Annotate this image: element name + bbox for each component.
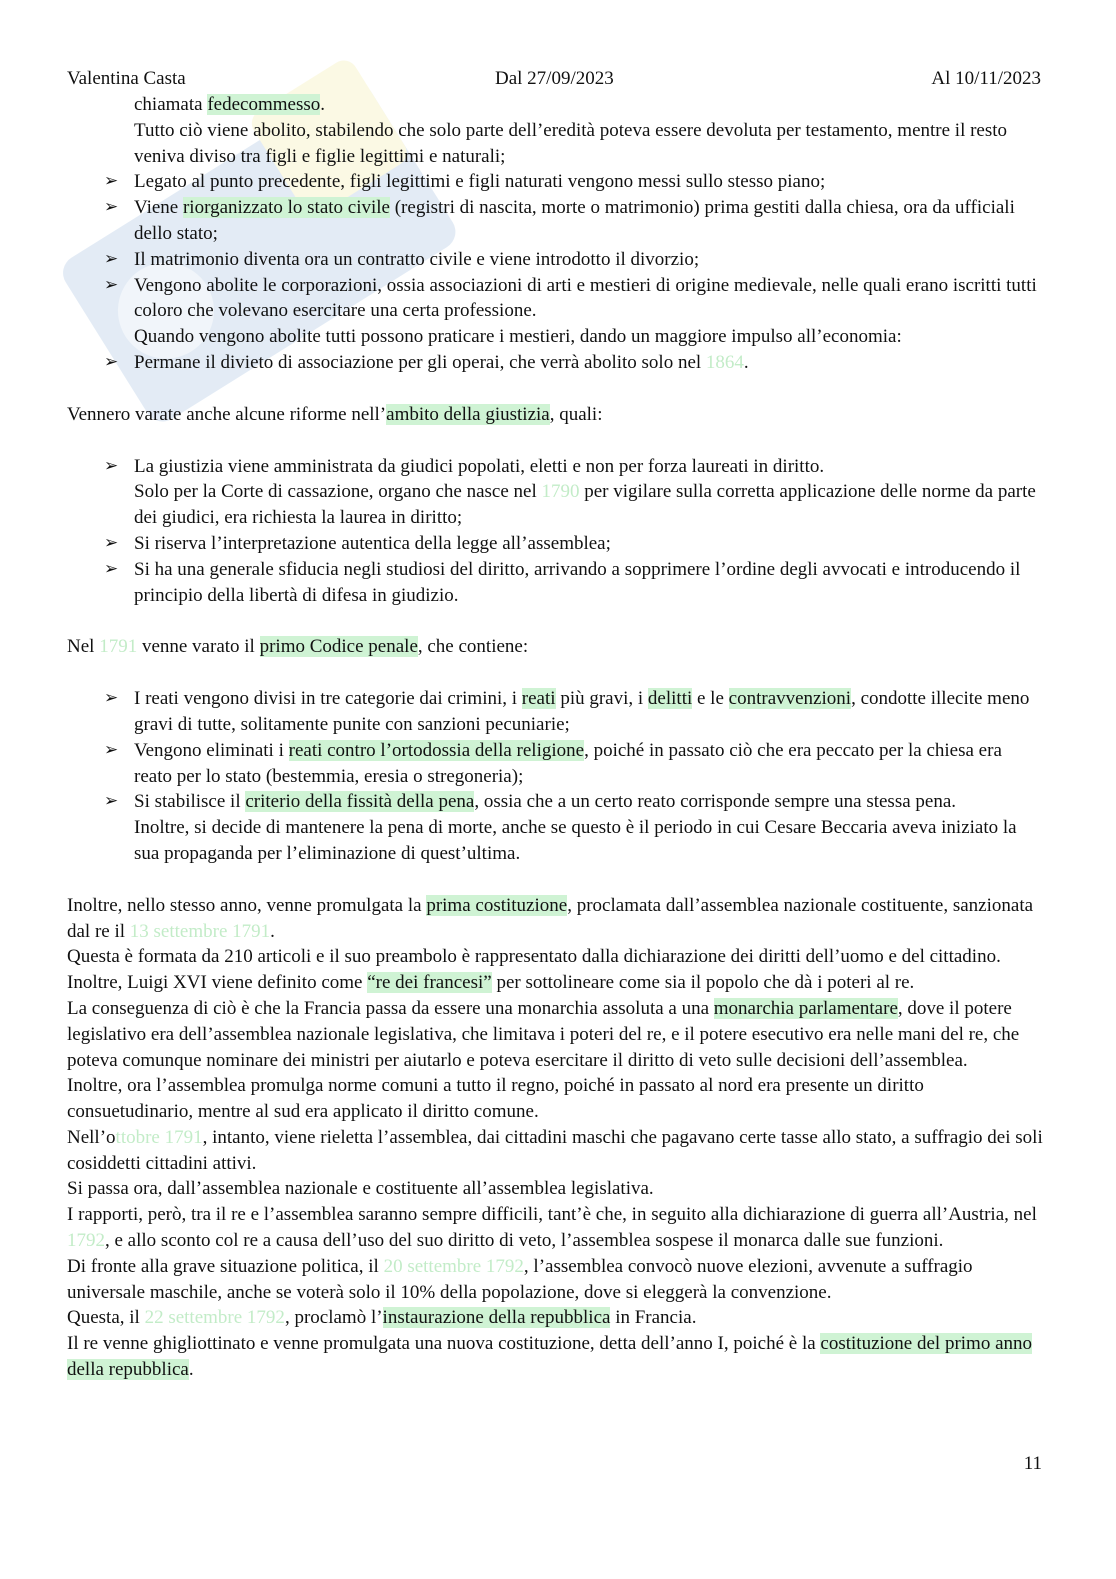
- paragraph: [67, 970, 1043, 996]
- text-run: Nell’o: [67, 1126, 116, 1148]
- text-run: , ossia che a un certo reato corrisponde sempre una stessa pena.: [474, 791, 957, 813]
- highlighted-term: reati: [521, 688, 556, 710]
- text-run: , condotte illecite meno gravi di tutte, solitamente punite con sanzioni pecuniarie;: [134, 688, 1030, 735]
- faded-date: 1791: [99, 636, 138, 658]
- bullet-list: [67, 169, 1043, 375]
- highlighted-term: delitti: [647, 688, 693, 710]
- list-continuation: [67, 92, 1043, 118]
- text-run: in Francia.: [610, 1307, 697, 1329]
- text-run: .: [188, 1359, 194, 1381]
- highlighted-term: prima costituzione: [426, 894, 568, 916]
- highlighted-term: monarchia parlamentare: [713, 997, 898, 1019]
- list-item: ➢ Legato al punto precedente, figli legittimi e figli naturati vengono messi sullo stesso piano;: [67, 169, 1043, 195]
- text-run: , intanto, viene rieletta l’assemblea, dai cittadini maschi che pagavano certe tasse allo stato, a suffragio dei soli cosiddetti cittadini attivi.: [67, 1126, 1043, 1174]
- page-number: 11: [1023, 1453, 1042, 1474]
- text-run: La conseguenza di ciò è che la Francia passa da essere una monarchia assoluta a una: [67, 997, 714, 1019]
- text-run: La giustizia viene amministrata da giudici popolati, eletti e non per forza laureati in diritto.: [134, 455, 825, 477]
- text-run: Questa, il: [67, 1307, 145, 1329]
- list-item: [67, 350, 1043, 376]
- text-run: , poiché in passato ciò che era peccato per la chiesa era reato per lo stato (bestemmia, eresia o stregoneria);: [134, 739, 1002, 787]
- text-run: Nel: [67, 636, 100, 658]
- text-run: , proclamata dall’assemblea nazionale costituente, sanzionata dal re il: [67, 894, 1034, 942]
- text-run: I reati vengono divisi in tre categorie dai crimini, i: [134, 688, 522, 710]
- faded-date: 1864: [705, 351, 744, 373]
- text-run: , dove il potere legislativo era dell’assemblea nazionale legislativa, che limitava i poteri del re, e il potere esecutivo era nelle mani del re, che poteva comunque nominare dei ministri per aiutarlo e poteva esercitare il diritto di veto sulle decisioni dell’assemblea.: [67, 997, 1020, 1071]
- highlighted-term: reati contro l’ortodossia della religione: [288, 739, 585, 761]
- text-run: .: [320, 94, 325, 115]
- text-run: Inoltre, nello stesso anno, venne promulgata la: [67, 894, 427, 916]
- list-item: ➢ Si riserva l’interpretazione autentica della legge all’assemblea;: [67, 531, 1043, 557]
- paragraph: [67, 1125, 1043, 1177]
- text-run: (registri di nascita, morte o matrimonio) prima gestiti dalla chiesa, ora da ufficiali dello stato;: [134, 197, 1015, 244]
- header-author: Valentina Casta: [67, 68, 186, 89]
- text-run: , che contiene:: [417, 636, 529, 658]
- page-header: [67, 68, 1041, 94]
- list-item: ➢ Il matrimonio diventa ora un contratto civile e viene introdotto il divorzio;: [67, 247, 1043, 273]
- text-run: Il re venne ghigliottinato e venne promulgata una nuova costituzione, detta dell’anno I, poiché è la: [67, 1333, 821, 1355]
- text-run: Permane il divieto di associazione per gli operai, che verrà abolito solo nel: [134, 351, 706, 373]
- faded-date: 20 settembre 1792: [383, 1255, 524, 1277]
- list-item: [67, 273, 1043, 350]
- highlighted-term: fedecommesso: [207, 94, 321, 115]
- highlighted-term: primo Codice penale: [259, 636, 418, 658]
- text-run: e le: [692, 688, 729, 710]
- text-run: , quali:: [549, 403, 603, 425]
- highlighted-term: “re dei francesi”: [367, 972, 492, 994]
- text-run: Solo per la Corte di cassazione, organo che nasce nel: [134, 481, 542, 503]
- text-run: Si stabilisce il: [134, 791, 246, 813]
- penal-code-section: [67, 634, 1043, 866]
- paragraph: [67, 1202, 1043, 1254]
- text-run: , l’assemblea convocò nuove elezioni, avvenute a suffragio universale maschile, anche se voterà solo il 10% della popolazione, dove si eleggerà la convenzione.: [67, 1255, 973, 1303]
- paragraph: [67, 634, 1043, 660]
- faded-date: 13 settembre 1791: [129, 920, 271, 942]
- justice-section: [67, 402, 1043, 609]
- highlighted-term: instaurazione della repubblica: [382, 1307, 611, 1329]
- text-run: per vigilare sulla corretta applicazione delle norme da parte dei giudici, era richiesta la laurea in diritto;: [134, 481, 1036, 529]
- paragraph: [67, 1331, 1043, 1383]
- text-run: Di fronte alla grave situazione politica, il: [67, 1255, 384, 1277]
- text-run: , e allo sconto col re a causa dell’uso del suo diritto di veto, l’assemblea sospese il monarca dalle sue funzioni.: [105, 1230, 944, 1252]
- bullet-list: [67, 686, 1043, 867]
- text-run: Inoltre, Luigi XVI viene definito come: [67, 972, 368, 994]
- text-run: Vengono abolite le corporazioni, ossia associazioni di arti e mestieri di origine medievale, nelle quali erano iscritti tutti coloro che volevano esercitare una certa professione.: [134, 274, 1037, 322]
- paragraph: [67, 996, 1043, 1073]
- highlighted-term: contravvenzioni: [728, 688, 852, 710]
- header-date-from: Dal 27/09/2023: [495, 68, 614, 89]
- text-run: , proclamò l’: [284, 1307, 383, 1329]
- constitution-section: [67, 893, 1043, 1383]
- highlighted-term: ambito della giustizia: [386, 403, 550, 425]
- text-run: venne varato il: [137, 636, 260, 658]
- faded-date: 22 settembre 1792: [144, 1307, 285, 1329]
- paragraph: [67, 1305, 1043, 1331]
- bullet-list: [67, 454, 1043, 609]
- page-body: [67, 92, 1043, 1383]
- faded-date: 1792: [67, 1230, 105, 1252]
- paragraph: [67, 1254, 1043, 1306]
- faded-date: 1790: [541, 481, 580, 503]
- text-run: Inoltre, si decide di mantenere la pena di morte, anche se questo è il periodo in cui Cesare Beccaria aveva iniziato la sua propaganda per l’eliminazione di quest’ultima.: [134, 817, 1017, 864]
- text-run: più gravi, i: [555, 688, 648, 710]
- highlighted-term: criterio della fissità della pena: [245, 791, 475, 813]
- paragraph: Si passa ora, dall’assemblea nazionale e costituente all’assemblea legislativa.: [67, 1178, 654, 1200]
- text-run: .: [270, 920, 275, 942]
- paragraph: Inoltre, ora l’assemblea promulga norme comuni a tutto il regno, poiché in passato al nord era presente un diritto consuetudinario, mentre al sud era applicato il diritto comune.: [67, 1075, 924, 1123]
- header-date-to: Al 10/11/2023: [931, 68, 1041, 89]
- text-run: I rapporti, però, tra il re e l’assemblea saranno sempre difficili, tant’è che, in seguito alla dichiarazione di guerra all’Austria, nel: [67, 1204, 1037, 1226]
- list-item: [67, 738, 1043, 790]
- paragraph: [67, 893, 1043, 945]
- list-item: [67, 454, 1043, 531]
- text-run: Vengono eliminati i: [134, 739, 289, 761]
- list-continuation: Tutto ciò viene abolito, stabilendo che solo parte dell’eredità poteva essere devoluta per testamento, mentre il resto veniva diviso tra figli e figlie legittimi e naturali;: [134, 119, 1008, 167]
- highlighted-term: riorganizzato lo stato civile: [182, 197, 390, 219]
- list-item: [67, 789, 1043, 866]
- text-run: Viene: [134, 197, 183, 219]
- intro-list-section: [67, 92, 1043, 376]
- list-item: [67, 686, 1043, 738]
- list-item: [67, 195, 1043, 247]
- list-item: ➢ Si ha una generale sfiducia negli studiosi del diritto, arrivando a sopprimere l’ordine degli avvocati e introducendo il principio della libertà di difesa in giudizio.: [67, 557, 1043, 609]
- paragraph: [67, 402, 1043, 428]
- text-run: Vennero varate anche alcune riforme nell’: [67, 403, 387, 425]
- text-run: .: [743, 351, 749, 373]
- text-run: chiamata: [134, 94, 208, 115]
- paragraph: Questa è formata da 210 articoli e il suo preambolo è rappresentato dalla dichiarazione dei diritti dell’uomo e del cittadino.: [67, 946, 1001, 968]
- text-run: Quando vengono abolite tutti possono praticare i mestieri, dando un maggiore impulso all’economia:: [134, 326, 902, 348]
- text-run: per sottolineare come sia il popolo che dà i poteri al re.: [491, 972, 915, 994]
- faded-date: ttobre 1791: [115, 1126, 203, 1148]
- highlighted-term: costituzione del primo anno della repubblica: [67, 1333, 1033, 1381]
